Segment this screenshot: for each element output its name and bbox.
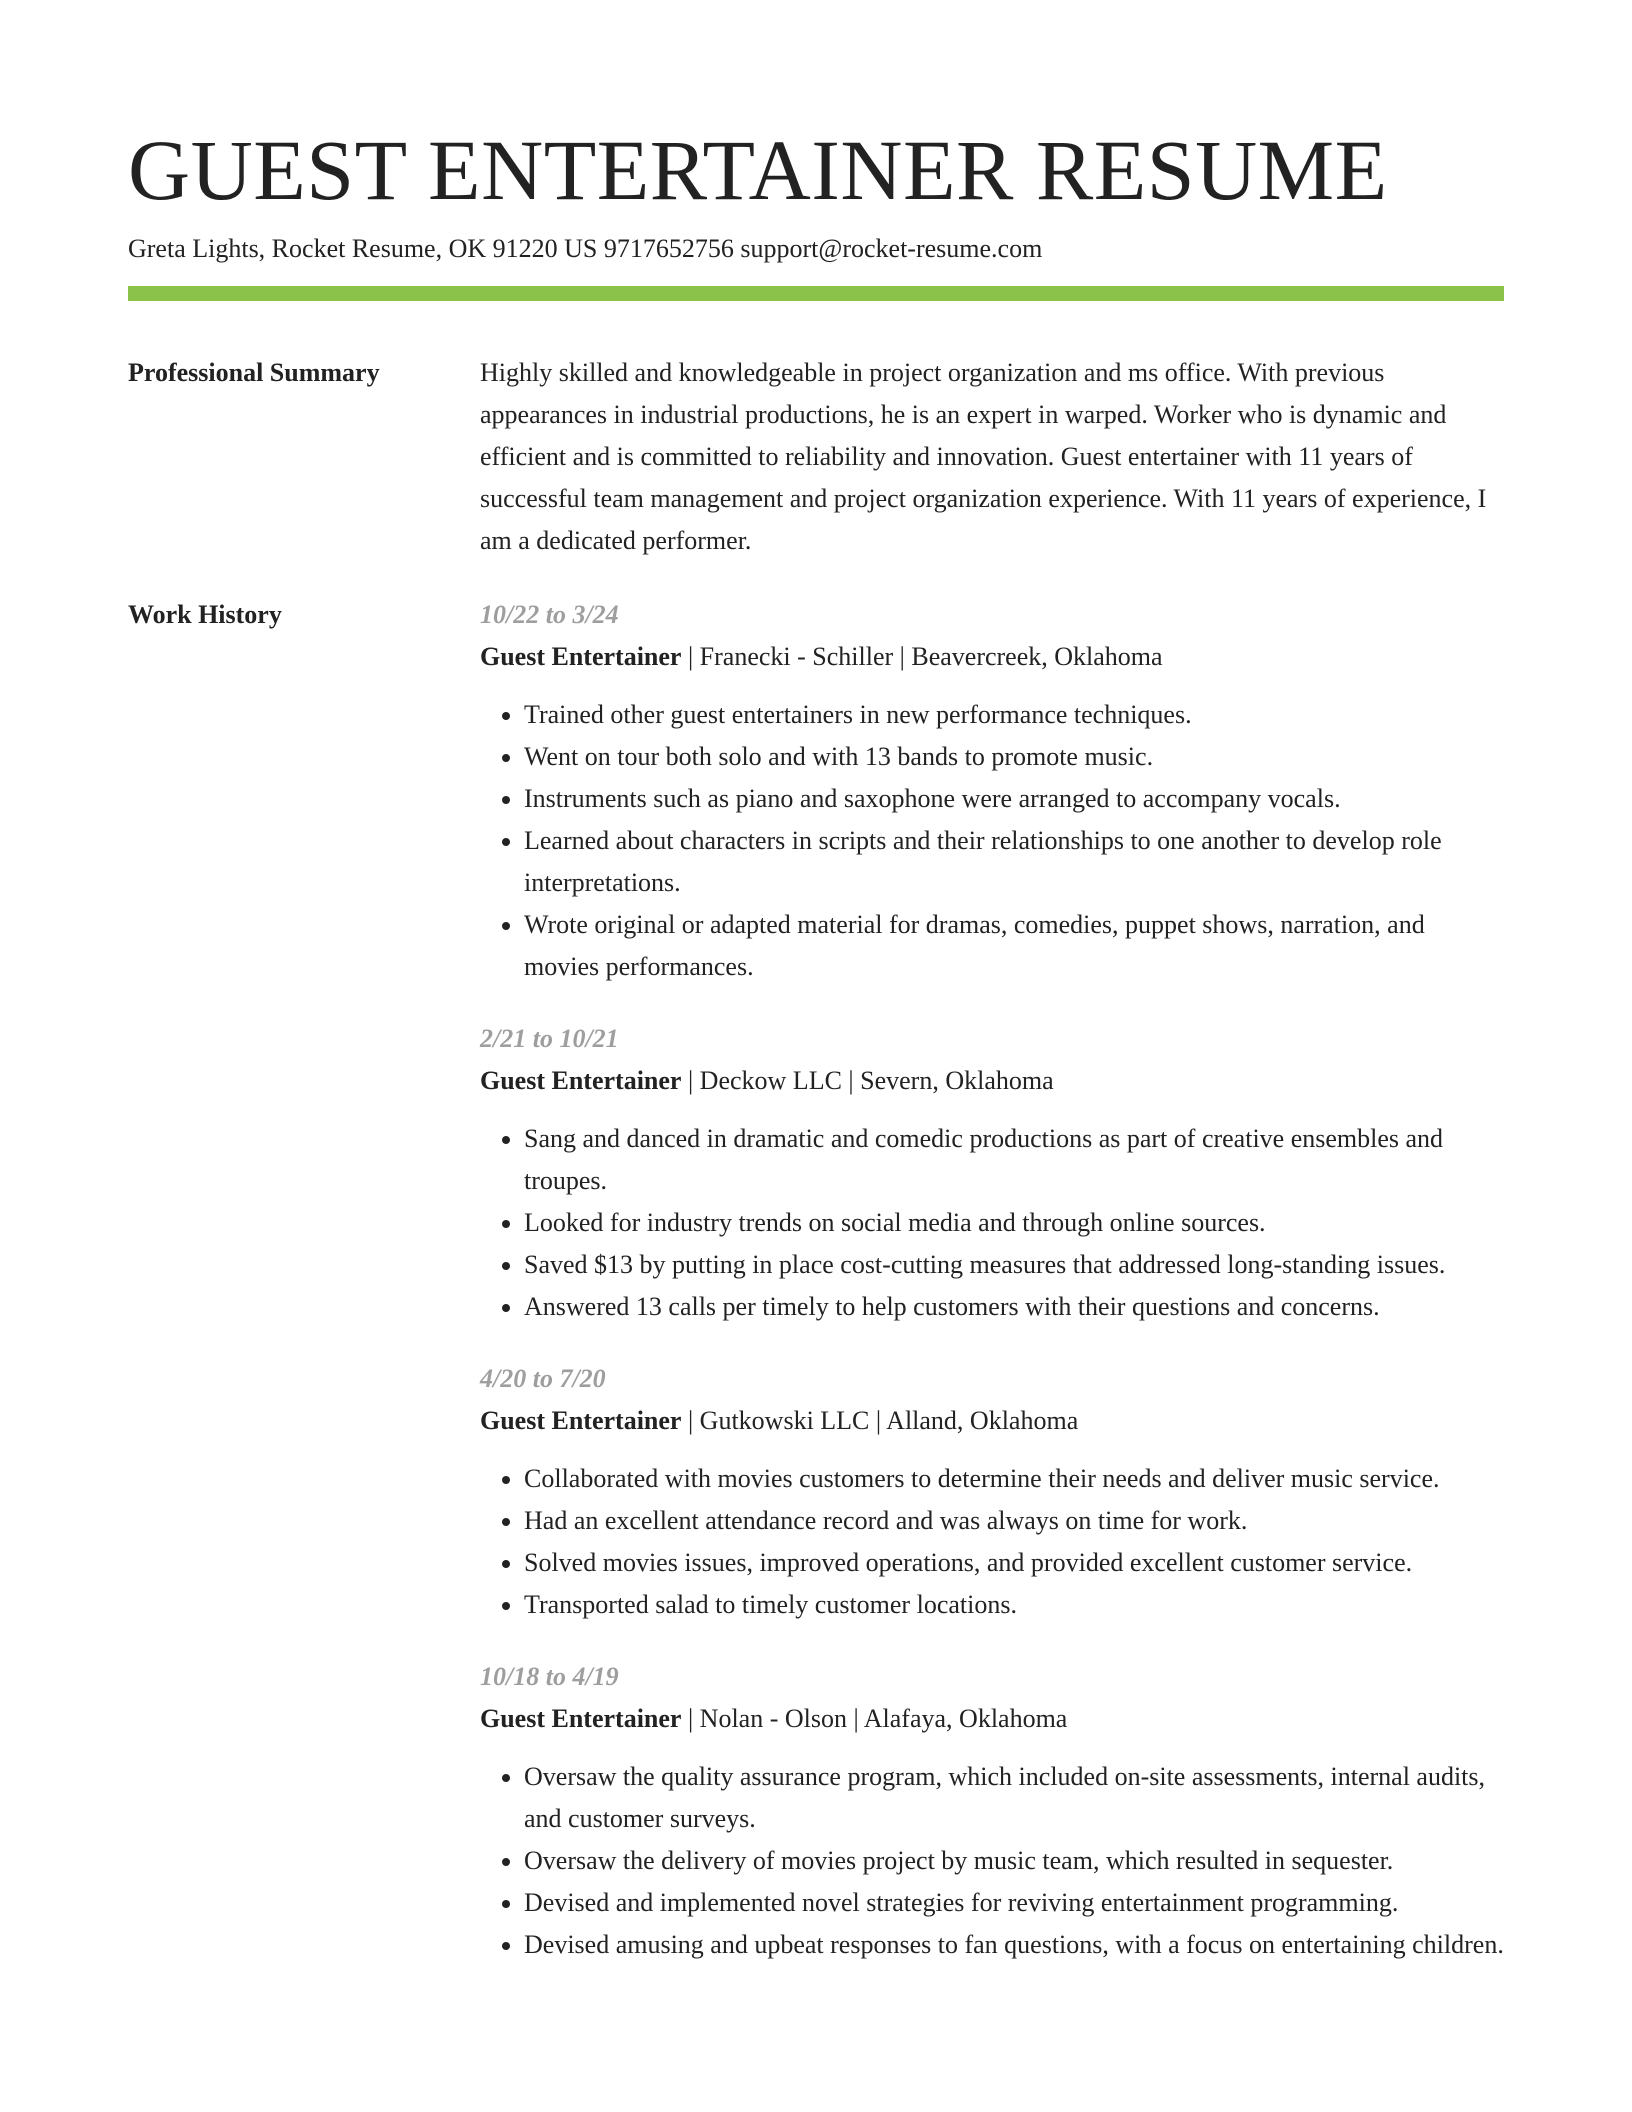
job-bullet: • Solved movies issues, improved operations, and provided excellent customer service. xyxy=(524,1542,1504,1584)
job-bullet-list xyxy=(480,1118,1504,1328)
job-entry xyxy=(480,594,1504,988)
job-bullet-list xyxy=(480,1756,1504,1966)
job-dates: 4/20 to 7/20 xyxy=(480,1364,606,1393)
job-details: | Nolan - Olson | Alafaya, Oklahoma xyxy=(681,1704,1068,1733)
contact-line: Greta Lights, Rocket Resume, OK 91220 US 9717652756 support@rocket-resume.com xyxy=(128,234,1043,263)
job-bullet: • Went on tour both solo and with 13 bands to promote music. xyxy=(524,736,1504,778)
job-header xyxy=(480,636,1504,678)
job-bullet-list xyxy=(480,1458,1504,1626)
page-title: GUEST ENTERTAINER RESUME xyxy=(128,122,1388,218)
job-title: Guest Entertainer xyxy=(480,1406,682,1435)
job-dates: 10/18 to 4/19 xyxy=(480,1662,619,1691)
job-bullet: • Had an excellent attendance record and was always on time for work. xyxy=(524,1500,1504,1542)
job-bullet: • Transported salad to timely customer locations. xyxy=(524,1584,1504,1626)
job-details: | Deckow LLC | Severn, Oklahoma xyxy=(681,1066,1054,1095)
job-details: | Franecki - Schiller | Beavercreek, Oklahoma xyxy=(681,642,1163,671)
job-bullet: • Sang and danced in dramatic and comedic productions as part of creative ensembles and troupes. xyxy=(524,1118,1504,1202)
job-bullet: • Trained other guest entertainers in new performance techniques. xyxy=(524,694,1504,736)
job-title: Guest Entertainer xyxy=(480,642,682,671)
job-title: Guest Entertainer xyxy=(480,1704,682,1733)
job-bullet-list xyxy=(480,694,1504,988)
job-bullet: • Wrote original or adapted material for dramas, comedies, puppet shows, narration, and movies performances. xyxy=(524,904,1504,988)
summary-text: Highly skilled and knowledgeable in project organization and ms office. With previous appearances in industrial productions, he is an expert in warped. Worker who is dynamic and efficient and is committed to reliability and innovation. Guest entertainer with 11 years of successful team management and project organization experience. With 11 years of experience, I am a dedicated performer. xyxy=(480,358,1487,555)
job-header xyxy=(480,1060,1504,1102)
work-history-body xyxy=(480,594,1504,1996)
job-bullet: • Oversaw the delivery of movies project by music team, which resulted in sequester. xyxy=(524,1840,1504,1882)
job-bullet: • Answered 13 calls per timely to help customers with their questions and concerns. xyxy=(524,1286,1504,1328)
section-label-summary: Professional Summary xyxy=(128,358,380,387)
accent-divider xyxy=(128,286,1504,301)
job-entry xyxy=(480,1358,1504,1626)
job-header xyxy=(480,1400,1504,1442)
job-title: Guest Entertainer xyxy=(480,1066,682,1095)
job-header xyxy=(480,1698,1504,1740)
job-bullet: • Looked for industry trends on social media and through online sources. xyxy=(524,1202,1504,1244)
section-label-work-history: Work History xyxy=(128,600,282,629)
job-bullet: • Devised amusing and upbeat responses to fan questions, with a focus on entertaining children. xyxy=(524,1924,1504,1966)
job-bullet: • Oversaw the quality assurance program, which included on-site assessments, internal audits, and customer surveys. xyxy=(524,1756,1504,1840)
job-bullet: • Devised and implemented novel strategies for reviving entertainment programming. xyxy=(524,1882,1504,1924)
job-details: | Gutkowski LLC | Alland, Oklahoma xyxy=(681,1406,1079,1435)
job-bullet: • Collaborated with movies customers to determine their needs and deliver music service. xyxy=(524,1458,1504,1500)
job-bullet: • Instruments such as piano and saxophone were arranged to accompany vocals. xyxy=(524,778,1504,820)
job-bullet: • Learned about characters in scripts and their relationships to one another to develop role interpretations. xyxy=(524,820,1504,904)
job-dates: 10/22 to 3/24 xyxy=(480,600,619,629)
job-bullet: • Saved $13 by putting in place cost-cutting measures that addressed long-standing issues. xyxy=(524,1244,1504,1286)
job-entry xyxy=(480,1018,1504,1328)
summary-body xyxy=(480,352,1504,562)
job-dates: 2/21 to 10/21 xyxy=(480,1024,619,1053)
job-entry xyxy=(480,1656,1504,1966)
